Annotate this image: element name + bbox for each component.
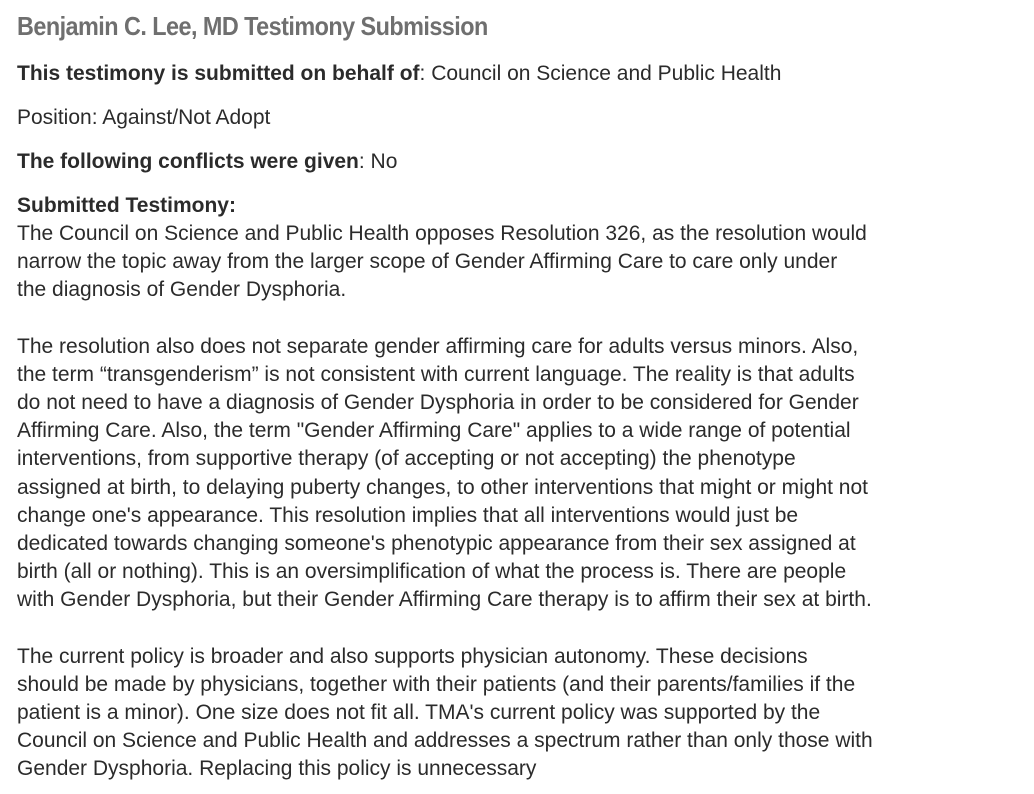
paragraph-line: narrow the topic away from the larger scope of Gender Affirming Care to care only under <box>17 250 838 274</box>
testimony-paragraph-1 <box>17 220 1034 305</box>
position-line: Position: Against/Not Adopt <box>17 106 271 129</box>
paragraph-line: patient is a minor). One size does not fit all. TMA's current policy was supported by the <box>17 701 821 725</box>
paragraph-line: birth (all or nothing). This is an oversimplification of what the process is. There are people <box>17 560 847 584</box>
conflicts-label: The following conflicts were given <box>17 150 359 173</box>
paragraph-line: with Gender Dysphoria, but their Gender Affirming Care therapy is to affirm their sex at birth. <box>17 588 872 612</box>
behalf-value: : Council on Science and Public Health <box>419 62 782 85</box>
paragraph-line: interventions, from supportive therapy (of accepting or not accepting) the phenotype <box>17 447 796 471</box>
paragraph-line: dedicated towards changing someone's phenotypic appearance from their sex assigned at <box>17 532 856 556</box>
document-title: Benjamin C. Lee, MD Testimony Submission <box>17 11 488 41</box>
paragraph-line: Gender Dysphoria. Replacing this policy is unnecessary <box>17 757 537 781</box>
paragraph-line: change one's appearance. This resolution implies that all interventions would just be <box>17 503 799 527</box>
paragraph-spacer <box>17 305 1034 333</box>
conflicts-line <box>17 148 1034 176</box>
behalf-line <box>17 60 1034 88</box>
conflicts-value: : No <box>358 150 398 173</box>
paragraph-line: The resolution also does not separate gender affirming care for adults versus minors. Also, <box>17 334 859 358</box>
paragraph-line: Council on Science and Public Health and addresses a spectrum rather than only those with <box>17 729 873 753</box>
paragraph-line: should be made by physicians, together with their patients (and their parents/families if the <box>17 672 856 696</box>
paragraph-line: the term “transgenderism” is not consistent with current language. The reality is that adults <box>17 362 855 386</box>
testimony-paragraph-2 <box>17 333 1034 615</box>
paragraph-line: do not need to have a diagnosis of Gender Dysphoria in order to be considered for Gender <box>17 391 859 415</box>
paragraph-line: Affirming Care. Also, the term "Gender Affirming Care" applies to a wide range of potential <box>17 419 851 443</box>
testimony-paragraph-3 <box>17 643 1034 784</box>
paragraph-spacer <box>17 615 1034 643</box>
paragraph-line: assigned at birth, to delaying puberty changes, to other interventions that might or might not <box>17 475 869 499</box>
paragraph-line: the diagnosis of Gender Dysphoria. <box>17 278 347 302</box>
paragraph-line: The Council on Science and Public Health opposes Resolution 326, as the resolution would <box>17 222 867 245</box>
testimony-heading: Submitted Testimony: <box>17 194 236 217</box>
behalf-label: This testimony is submitted on behalf of <box>17 62 420 85</box>
paragraph-line: The current policy is broader and also supports physician autonomy. These decisions <box>17 644 808 668</box>
testimony-body <box>17 220 1034 784</box>
